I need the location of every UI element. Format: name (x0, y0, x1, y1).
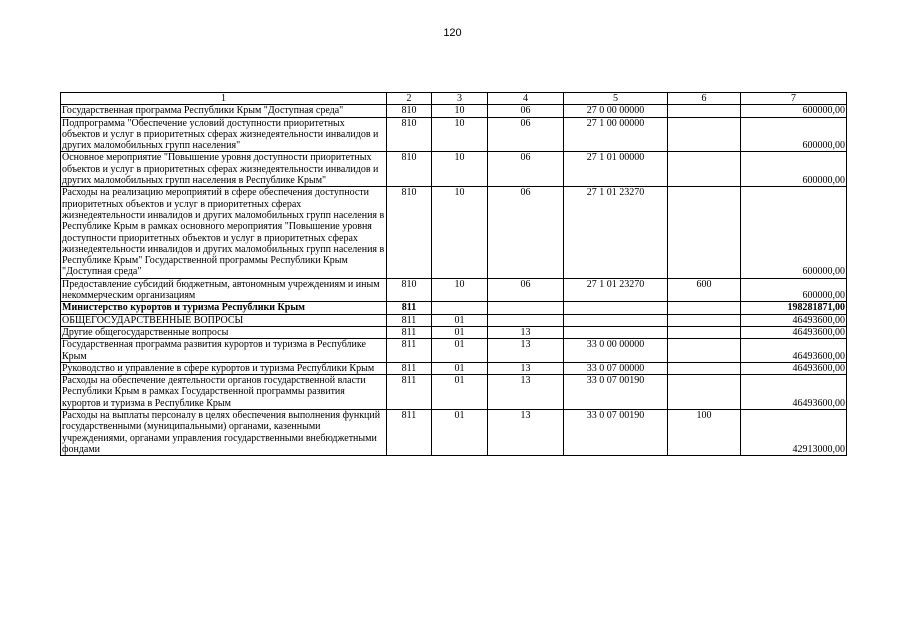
item-expense-type-code (668, 105, 741, 117)
item-expense-type-code (668, 152, 741, 187)
item-subsection-code: 13 (488, 410, 564, 456)
table-row (61, 375, 847, 410)
item-amount: 600000,00 (741, 152, 847, 187)
item-target-code: 33 0 07 00190 (564, 375, 668, 410)
table-row (61, 362, 847, 374)
item-name: Руководство и управление в сфере курортов и туризма Республики Крым (61, 362, 387, 374)
item-subsection-code: 06 (488, 278, 564, 302)
item-amount: 46493600,00 (741, 375, 847, 410)
header-cell: 7 (741, 93, 847, 105)
item-gr-code: 810 (387, 187, 432, 278)
item-amount: 600000,00 (741, 187, 847, 278)
item-section-code: 01 (432, 410, 488, 456)
item-name: Расходы на обеспечение деятельности органов государственной власти Республики Крым в рамках Государственной программы развития курортов и туризма в Республике Крым (61, 375, 387, 410)
table-row (61, 187, 847, 278)
item-name: Государственная программа Республики Крым "Доступная среда" (61, 105, 387, 117)
item-gr-code: 811 (387, 339, 432, 363)
item-amount: 46493600,00 (741, 362, 847, 374)
item-target-code: 33 0 07 00000 (564, 362, 668, 374)
item-section-code: 10 (432, 278, 488, 302)
item-section-code: 10 (432, 187, 488, 278)
item-name: Расходы на реализацию мероприятий в сфере обеспечения доступности приоритетных объектов и услуг в приоритетных сферах жизнедеятельности инвалидов и других маломобильных групп населения в Республике Крым в рамках основного мероприятия "Повышение уровня доступности приоритетных объектов и услуг в приоритетных сферах жизнедеятельности инвалидов и других маломобильных групп населения в Республике Крым" Государственной программы Республики Крым "Доступная среда" (61, 187, 387, 278)
item-section-code: 10 (432, 105, 488, 117)
table-row (61, 410, 847, 456)
table-row (61, 278, 847, 302)
item-section-code: 01 (432, 326, 488, 338)
item-target-code: 33 0 07 00190 (564, 410, 668, 456)
item-target-code: 27 1 01 23270 (564, 187, 668, 278)
item-section-code: 01 (432, 314, 488, 326)
header-cell: 6 (668, 93, 741, 105)
item-name: Государственная программа развития курортов и туризма в Республике Крым (61, 339, 387, 363)
item-subsection-code: 06 (488, 152, 564, 187)
table-body (61, 93, 847, 456)
page-number: 120 (443, 27, 462, 39)
header-cell: 4 (488, 93, 564, 105)
budget-table (60, 92, 847, 456)
table-row (61, 117, 847, 152)
item-section-code (432, 302, 488, 314)
item-gr-code: 811 (387, 314, 432, 326)
item-target-code (564, 302, 668, 314)
item-target-code (564, 326, 668, 338)
item-expense-type-code (668, 339, 741, 363)
item-amount: 46493600,00 (741, 314, 847, 326)
item-amount: 600000,00 (741, 105, 847, 117)
item-name: Предоставление субсидий бюджетным, автономным учреждениям и иным некоммерческим организациям (61, 278, 387, 302)
item-name: Основное мероприятие "Повышение уровня доступности приоритетных объектов и услуг в приоритетных сферах жизнедеятельности инвалидов и других маломобильных групп населения в Республике Крым" (61, 152, 387, 187)
item-target-code: 27 0 00 00000 (564, 105, 668, 117)
item-target-code: 33 0 00 00000 (564, 339, 668, 363)
item-section-code: 10 (432, 117, 488, 152)
item-name: Другие общегосударственные вопросы (61, 326, 387, 338)
item-subsection-code (488, 314, 564, 326)
item-subsection-code: 06 (488, 117, 564, 152)
item-gr-code: 811 (387, 375, 432, 410)
item-subsection-code: 13 (488, 339, 564, 363)
item-gr-code: 811 (387, 326, 432, 338)
item-gr-code: 811 (387, 302, 432, 314)
item-section-code: 10 (432, 152, 488, 187)
header-cell: 1 (61, 93, 387, 105)
item-subsection-code: 13 (488, 326, 564, 338)
item-gr-code: 811 (387, 362, 432, 374)
item-name: Подпрограмма "Обеспечение условий доступности приоритетных объектов и услуг в приоритетных сферах жизнедеятельности инвалидов и других маломобильных групп населения" (61, 117, 387, 152)
item-gr-code: 810 (387, 117, 432, 152)
item-section-code: 01 (432, 339, 488, 363)
item-target-code: 27 1 00 00000 (564, 117, 668, 152)
item-expense-type-code (668, 362, 741, 374)
item-expense-type-code: 600 (668, 278, 741, 302)
table-row (61, 314, 847, 326)
item-gr-code: 810 (387, 105, 432, 117)
item-amount: 600000,00 (741, 278, 847, 302)
table-row (61, 105, 847, 117)
item-gr-code: 811 (387, 410, 432, 456)
item-subsection-code: 06 (488, 105, 564, 117)
item-name: ОБЩЕГОСУДАРСТВЕННЫЕ ВОПРОСЫ (61, 314, 387, 326)
item-subsection-code (488, 302, 564, 314)
item-amount: 42913000,00 (741, 410, 847, 456)
item-expense-type-code (668, 117, 741, 152)
item-name: Министерство курортов и туризма Республики Крым (61, 302, 387, 314)
item-target-code (564, 314, 668, 326)
item-name: Расходы на выплаты персоналу в целях обеспечения выполнения функций государственными (муниципальными) органами, казенными учреждениями, органами управления государственными внебюджетными фондами (61, 410, 387, 456)
item-expense-type-code (668, 187, 741, 278)
item-expense-type-code (668, 314, 741, 326)
header-cell: 3 (432, 93, 488, 105)
item-expense-type-code: 100 (668, 410, 741, 456)
item-section-code: 01 (432, 362, 488, 374)
table-row (61, 339, 847, 363)
item-expense-type-code (668, 375, 741, 410)
item-amount: 198281871,00 (741, 302, 847, 314)
item-gr-code: 810 (387, 152, 432, 187)
item-subsection-code: 13 (488, 375, 564, 410)
item-subsection-code: 06 (488, 187, 564, 278)
item-amount: 46493600,00 (741, 339, 847, 363)
item-subsection-code: 13 (488, 362, 564, 374)
item-expense-type-code (668, 302, 741, 314)
header-cell: 2 (387, 93, 432, 105)
table-header-row (61, 93, 847, 105)
item-target-code: 27 1 01 00000 (564, 152, 668, 187)
item-target-code: 27 1 01 23270 (564, 278, 668, 302)
item-amount: 600000,00 (741, 117, 847, 152)
table-row (61, 152, 847, 187)
item-section-code: 01 (432, 375, 488, 410)
item-expense-type-code (668, 326, 741, 338)
item-gr-code: 810 (387, 278, 432, 302)
item-amount: 46493600,00 (741, 326, 847, 338)
table-row (61, 326, 847, 338)
table-row (61, 302, 847, 314)
header-cell: 5 (564, 93, 668, 105)
